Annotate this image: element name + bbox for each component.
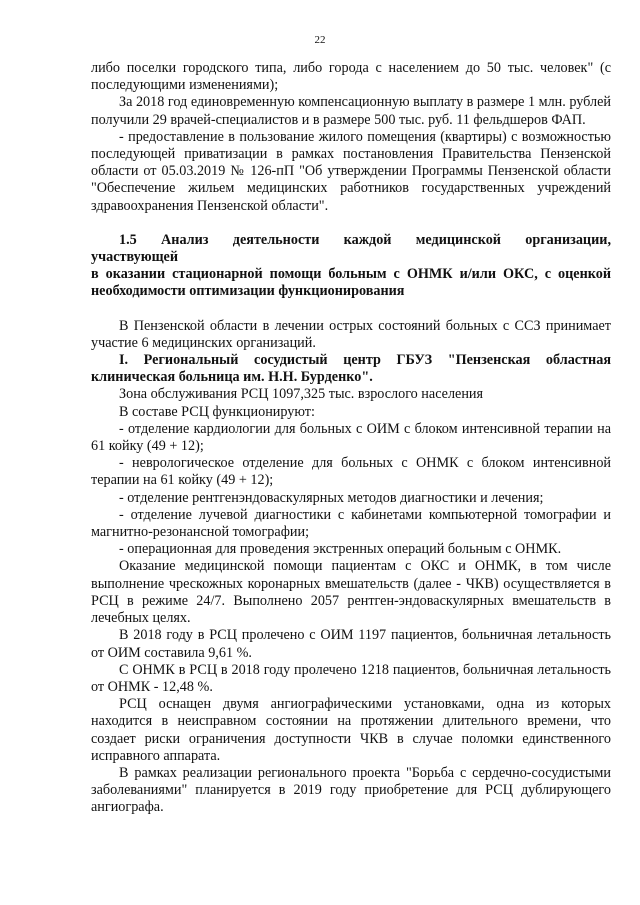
composition-item: - отделение кардиологии для больных с ОИМ с блоком интенсивной терапии на 61 койку (49 + 12); [91, 420, 611, 455]
paragraph: За 2018 год единовременную компенсационную выплату в размере 1 млн. рублей получили 29 врачей-специалистов и в размере 500 тыс. руб. 11 фельдшеров ФАП. [91, 94, 611, 128]
spacer [91, 301, 611, 318]
composition-item: - отделение лучевой диагностики с кабинетами компьютерной томографии и магнитно-резонансной томографии; [91, 506, 611, 541]
section-heading-line: в оказании стационарной помощи больным с ОНМК и/или ОКС, с оценкой необходимости оптимизации функционирования [91, 266, 611, 300]
spacer [91, 215, 611, 232]
paragraph: РСЦ оснащен двумя ангиографическими установками, одна из которых находится в неисправном состоянии на протяжении длительного времени, что создает риски ограничения доступности ЧКВ в случае поломки единственного исправного аппарата. [91, 696, 611, 764]
paragraph: В рамках реализации регионального проекта "Борьба с сердечно-сосудистыми заболеваниями" планируется в 2019 году приобретение для РСЦ дублирующего ангиографа. [91, 764, 611, 816]
section-heading-line: участвующей [91, 249, 179, 266]
composition-item: - неврологическое отделение для больных с ОНМК с блоком интенсивной терапии на 61 койку (49 + 12); [91, 455, 611, 489]
composition-intro: В составе РСЦ функционируют: [119, 403, 315, 420]
page-number: 22 [314, 34, 326, 46]
paragraph: С ОНМК в РСЦ в 2018 году пролечено 1218 пациентов, больничная летальность от ОНМК - 12,48 %. [91, 661, 611, 695]
paragraph: Оказание медицинской помощи пациентам с ОКС и ОНМК, в том числе выполнение чрескожных коронарных вмешательств (далее - ЧКВ) осуществляется в РСЦ в режиме 24/7. Выполнено 2057 рентген-эндоваскулярных вмешательств в лечебных целях. [91, 558, 611, 627]
document-body [91, 60, 611, 817]
composition-item: - операционная для проведения экстренных операций больным с ОНМК. [119, 541, 562, 558]
paragraph: - предоставление в пользование жилого помещения (квартиры) с возможностью последующей приватизации в рамках постановления Правительства Пензенской области от 05.03.2019 № 126-пП "Об утверждении Программы Пензенской области "Обеспечение жильем медицинских работников государственных учреждений здравоохранения Пензенской области". [91, 128, 611, 214]
service-zone: Зона обслуживания РСЦ 1097,325 тыс. взрослого населения [119, 386, 484, 403]
section-heading-line: 1.5 Анализ деятельности каждой медицинской организации, [119, 231, 611, 248]
paragraph: В 2018 году в РСЦ пролечено с ОИМ 1197 пациентов, больничная летальность от ОИМ составила 9,61 %. [91, 627, 611, 661]
paragraph: В Пензенской области в лечении острых состояний больных с ССЗ принимает участие 6 медицинских организаций. [91, 317, 611, 351]
center-title: I. Региональный сосудистый центр ГБУЗ "Пензенская областная клиническая больница им. Н.Н. Бурденко". [91, 352, 611, 386]
paragraph: либо поселки городского типа, либо города с населением до 50 тыс. человек" (с последующими изменениями); [91, 60, 611, 94]
composition-item: - отделение рентгенэндоваскулярных методов диагностики и лечения; [119, 489, 544, 506]
